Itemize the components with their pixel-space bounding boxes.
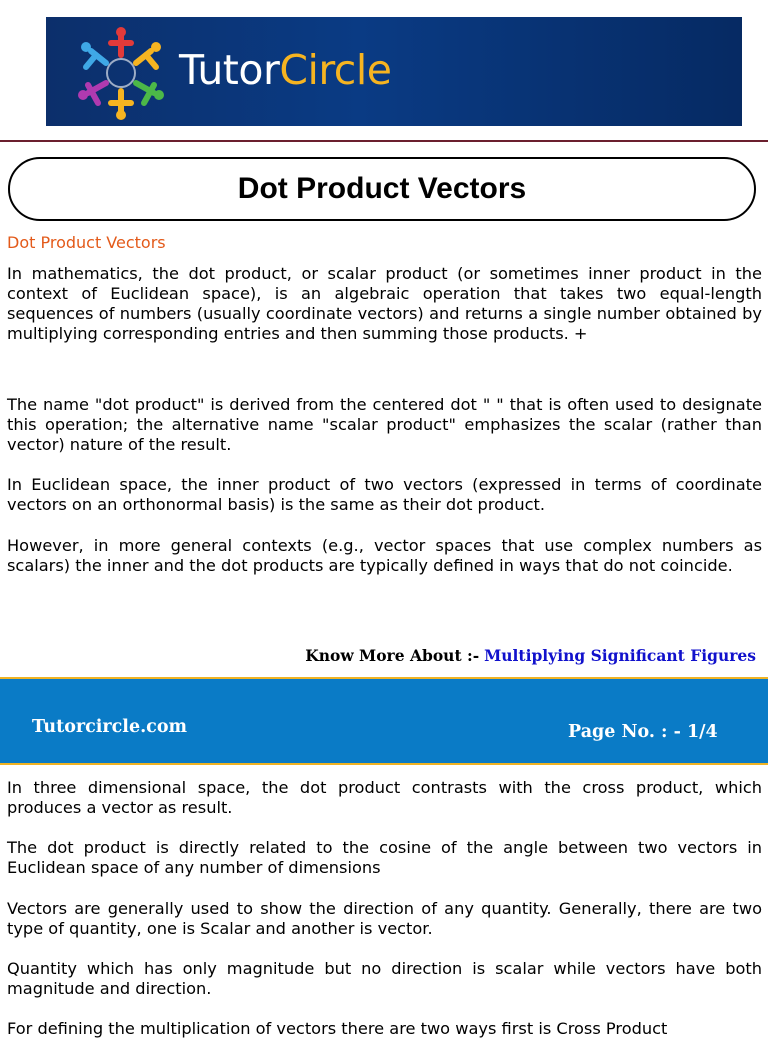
brand-part-2: Circle [279,46,392,94]
header-divider [0,140,768,142]
page-title: Dot Product Vectors [237,172,527,205]
footer-site: Tutorcircle.com [32,717,188,737]
know-more-link[interactable]: Multiplying Significant Figures [484,646,756,665]
title-box [8,157,756,221]
paragraph-9: For defining the multiplication of vectors there are two ways first is Cross Product [7,1019,668,1038]
paragraph-5: In three dimensional space, the dot product contrasts with the cross product, which produces a vector as result. [7,778,762,817]
paragraph-2: The name "dot product" is derived from the centered dot " " that is often used to designate this operation; the alternative name "scalar product" emphasizes the scalar (rather than vector) nature of the result. [7,395,762,454]
section-heading: Dot Product Vectors [7,233,166,252]
tutorcircle-logo-icon [66,25,176,120]
paragraph-1: In mathematics, the dot product, or scalar product (or sometimes inner product in the context of Euclidean space), is an algebraic operation that takes two equal-length sequences of numbers (usually coordinate vectors) and returns a single number obtained by multiplying corresponding entries and then summing those products. + [7,264,762,343]
header-banner [46,17,742,126]
paragraph-8: Quantity which has only magnitude but no direction is scalar while vectors have both magnitude and direction. [7,959,762,998]
know-more-label: Know More About :- [305,646,480,665]
paragraph-3: In Euclidean space, the inner product of two vectors (expressed in terms of coordinate vectors on an orthonormal basis) is the same as their dot product. [7,475,762,514]
brand-name [179,45,391,95]
brand-part-1: Tutor [179,46,280,94]
know-more [305,646,756,665]
paragraph-4: However, in more general contexts (e.g., vector spaces that use complex numbers as scalars) the inner and the dot products are typically defined in ways that do not coincide. [7,536,762,575]
page-footer [0,677,768,765]
paragraph-6: The dot product is directly related to the cosine of the angle between two vectors in Euclidean space of any number of dimensions [7,838,762,877]
page-number: Page No. : - 1/4 [568,722,718,742]
paragraph-7: Vectors are generally used to show the direction of any quantity. Generally, there are two type of quantity, one is Scalar and another is vector. [7,899,762,938]
